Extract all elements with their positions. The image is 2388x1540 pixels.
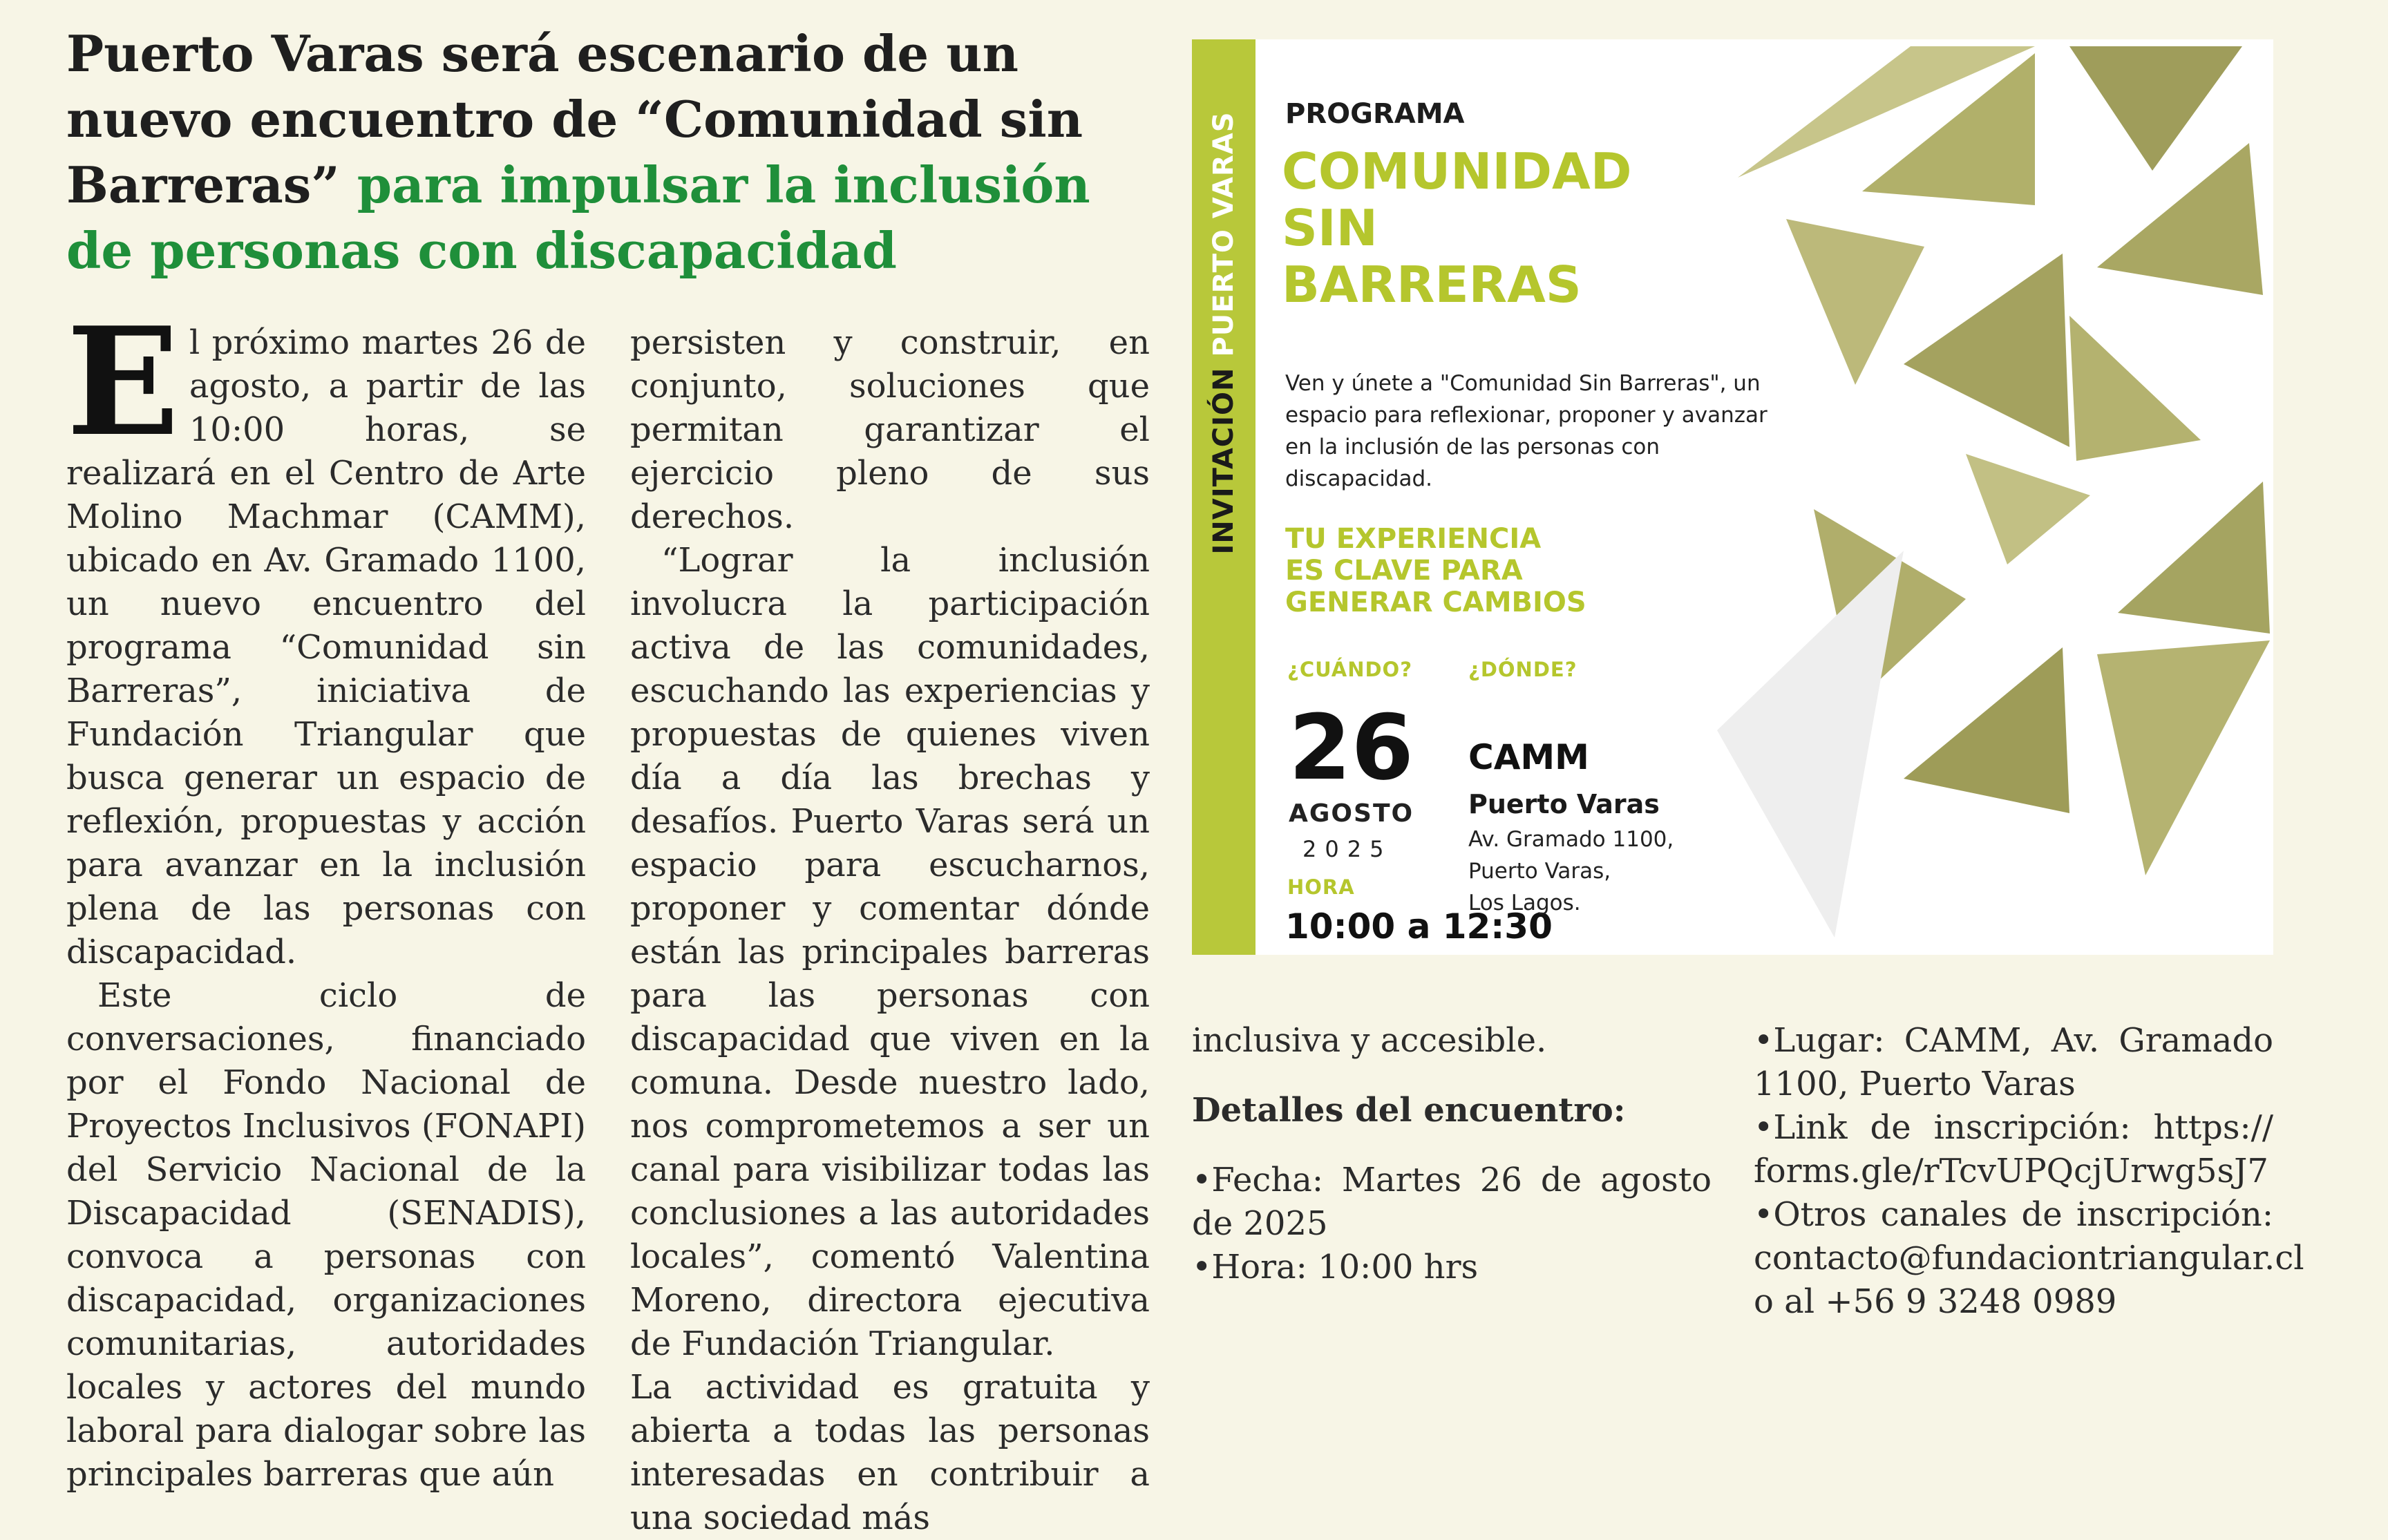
article-column-2	[630, 321, 1150, 1540]
photo-triangle	[2097, 143, 2263, 295]
when-label: ¿CUÁNDO?	[1287, 658, 1413, 681]
photo-triangle	[1904, 647, 2069, 813]
detail-fecha: •Fecha: Martes 26 de agosto de 2025	[1192, 1161, 1712, 1243]
paragraph-1: l próximo martes 26 de agosto, a partir de las 10:00 horas, se realizará en el Centro de Arte Molino Machmar (CAMM), ubicado en Av. Gramado 1100, un nuevo encuentro del programa “Comunidad sin Barreras”, iniciativa de Fundación Triangular que busca generar un espacio de reflexión, propuestas y acción para avanzar en la inclusión plena de las personas con discapacidad.	[66, 323, 586, 971]
poster-label: PROGRAMA	[1285, 98, 1465, 130]
headline-highlight: para impulsar la inclusión de personas con discapacidad	[66, 155, 1090, 280]
poster-vertical-text: INVITACIÓN PUERTO VARAS	[1208, 111, 1240, 555]
hour-label: HORA	[1287, 875, 1355, 899]
headline	[66, 21, 1144, 283]
photo-triangle	[2097, 640, 2270, 875]
venue-city: Puerto Varas	[1468, 789, 1660, 819]
article-column-4	[1754, 1019, 2304, 1324]
event-month: AGOSTO	[1289, 799, 1414, 828]
event-year: 2025	[1302, 836, 1392, 862]
photo-triangle	[2118, 482, 2270, 634]
where-label: ¿DÓNDE?	[1468, 658, 1577, 681]
event-poster	[1192, 39, 2273, 955]
photo-triangle	[2069, 316, 2201, 461]
paragraph-4-continued: inclusiva y accesible.	[1192, 1021, 1547, 1060]
photo-triangle	[2069, 46, 2242, 171]
venue-name: CAMM	[1468, 737, 1589, 777]
poster-title: COMUNIDAD SIN BARRERAS	[1282, 142, 1632, 314]
article-column-3	[1192, 1019, 1712, 1289]
photo-collage	[1676, 39, 2273, 955]
detail-otros: •Otros canales de inscripción: contacto@fundaciontriangular.cl o al +56 9 3248 0989	[1754, 1195, 2304, 1321]
venue-address: Av. Gramado 1100, Puerto Varas, Los Lagos.	[1468, 827, 1674, 915]
photo-triangle	[1786, 219, 1924, 385]
paragraph-4: La actividad es gratuita y abierta a todas las personas interesadas en contribuir a una sociedad más	[630, 1368, 1150, 1537]
photo-triangle	[1904, 254, 2069, 447]
article-column-1	[66, 294, 586, 1496]
paragraph-3: “Lograr la inclusión involucra la participación activa de las comunidades, escuchando las experiencias y propuestas de quienes viven día a día las brechas y desafíos. Puerto Varas será un espacio para escucharnos, proponer y comentar dónde están las principales barreras para las personas con discapacidad que viven en la comuna. Desde nuestro lado, nos comprometemos a ser un canal para visibilizar todas las conclusiones a las autoridades locales”, comentó Valentina Moreno, directora ejecutiva de Fundación Triangular.	[630, 541, 1150, 1363]
detail-lugar: •Lugar: CAMM, Av. Gramado 1100, Puerto Varas	[1754, 1021, 2273, 1103]
paragraph-2-continued: persisten y construir, en conjunto, soluciones que permitan garantizar el ejercicio pleno de sus derechos.	[630, 323, 1150, 536]
detail-link: •Link de inscripción: https:// forms.gle/rTcvUPQcjUrwg5sJ7	[1754, 1108, 2273, 1190]
event-day: 26	[1289, 695, 1414, 800]
poster-tagline: TU EXPERIENCIA ES CLAVE PARA GENERAR CAMBIOS	[1285, 523, 1586, 618]
photo-triangle	[1966, 454, 2090, 564]
poster-description: Ven y únete a "Comunidad Sin Barreras", un espacio para reflexionar, proponer y avanzar en la inclusión de las personas con discapacidad.	[1285, 371, 1768, 491]
headline-main: Puerto Varas será escenario de un nuevo encuentro de “Comunidad sin Barreras”	[66, 24, 1083, 214]
details-heading: Detalles del encuentro:	[1192, 1091, 1626, 1130]
event-time: 10:00 a 12:30	[1285, 906, 1553, 947]
decorative-triangle	[1717, 551, 1904, 938]
paragraph-2: Este ciclo de conversaciones, financiado por el Fondo Nacional de Proyectos Inclusivos (FONAPI) del Servicio Nacional de la Discapacidad (SENADIS), convoca a personas con discapacidad, organizaciones comunitarias, autoridades locales y actores del mundo laboral para dialogar sobre las principales barreras que aún	[66, 976, 586, 1494]
detail-hora: •Hora: 10:00 hrs	[1192, 1248, 1479, 1286]
drop-cap: E	[66, 294, 180, 469]
